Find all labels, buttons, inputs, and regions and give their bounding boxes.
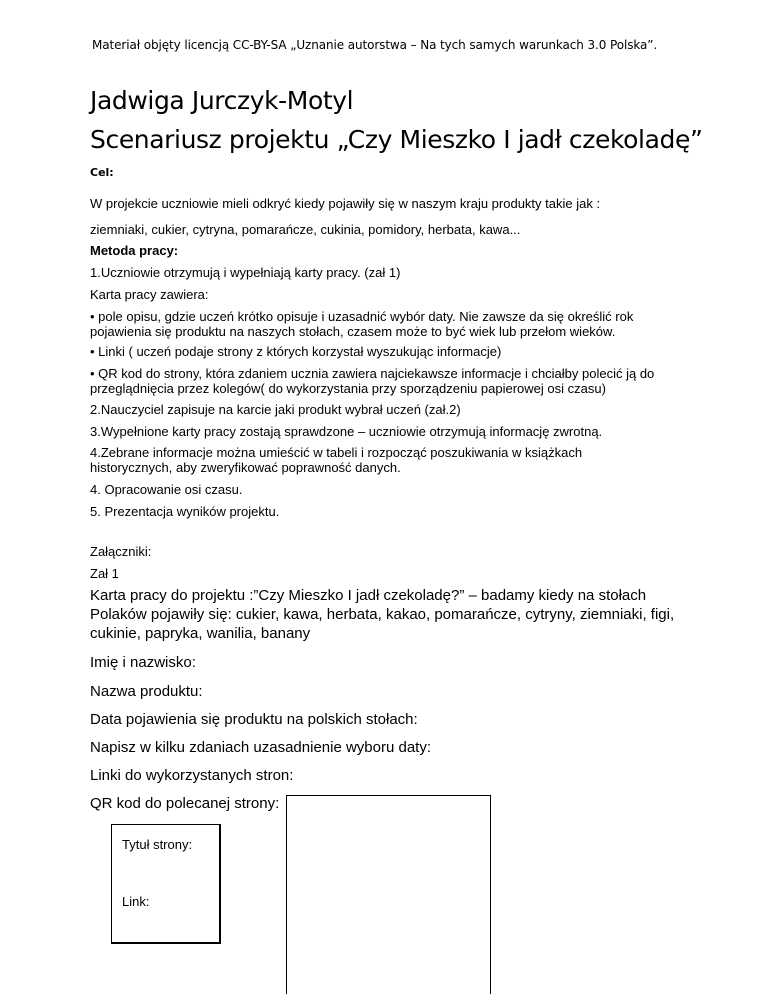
method-heading: Metoda pracy: (90, 243, 179, 258)
document-title: Scenariusz projektu „Czy Mieszko I jadł czekoladę” (90, 125, 703, 154)
worksheet-title: Karta pracy do projektu :”Czy Mieszko I jadł czekoladę?” – badamy kiedy na stołach Polaków pojawiły się: cukier, kawa, herbata, kakao, pomarańcze, cytryny, ziemniaki, figi, cukinie, papryka, wanilia, banany (90, 587, 675, 642)
method-step-4a: 4.Zebrane informacje można umieścić w tabeli i rozpocząć poszukiwania w książkach historycznych, aby zweryfikować poprawność danych. (90, 445, 583, 475)
field-product-label: Nazwa produktu: (90, 683, 203, 700)
attachment-1-label: Zał 1 (90, 566, 119, 581)
bullet-description-field: • pole opisu, gdzie uczeń krótko opisuje i uzasadnić wybór daty. Nie zawsze da się określić rok pojawienia się produktu na naszych stołach, czasem może to być wiek lub przełom wieków. (90, 309, 634, 339)
attachments-heading: Załączniki: (90, 544, 152, 559)
method-step-2: 2.Nauczyciel zapisuje na karcie jaki produkt wybrał uczeń (zał.2) (90, 402, 461, 417)
method-step-3: 3.Wypełnione karty pracy zostają sprawdzone – uczniowie otrzymują informację zwrotną. (90, 424, 603, 439)
goal-line-1: W projekcie uczniowie mieli odkryć kiedy pojawiły się w naszym kraju produkty takie jak : (90, 196, 601, 211)
page-title-label: Tytuł strony: (122, 837, 193, 852)
bullet-links: • Linki ( uczeń podaje strony z których korzystał wyszukując informacje) (90, 344, 502, 359)
license-header: Materiał objęty licencją CC-BY-SA „Uznanie autorstwa – Na tych samych warunkach 3.0 Polska”. (92, 38, 658, 52)
author-name: Jadwiga Jurczyk-Motyl (90, 86, 354, 115)
field-reason-label: Napisz w kilku zdaniach uzasadnienie wyboru daty: (90, 739, 432, 756)
page-info-box (111, 824, 221, 944)
method-step-5: 5. Prezentacja wyników projektu. (90, 504, 280, 519)
page-link-label: Link: (122, 894, 150, 909)
qr-code-box (286, 795, 491, 994)
field-name-label: Imię i nazwisko: (90, 654, 196, 671)
field-date-label: Data pojawienia się produktu na polskich stołach: (90, 711, 418, 728)
method-step-1: 1.Uczniowie otrzymują i wypełniają karty pracy. (zał 1) (90, 265, 401, 280)
card-contains-label: Karta pracy zawiera: (90, 287, 209, 302)
field-links-label: Linki do wykorzystanych stron: (90, 767, 294, 784)
field-qr-label: QR kod do polecanej strony: (90, 795, 280, 812)
bullet-qr-code: • QR kod do strony, która zdaniem ucznia zawiera najciekawsze informacje i chciałby polecić ją do przeglądnięcia przez kolegów( do wykorzystania przy sporządzeniu papierowej osi czasu) (90, 366, 655, 396)
goal-line-2: ziemniaki, cukier, cytryna, pomarańcze, cukinia, pomidory, herbata, kawa... (90, 222, 521, 237)
method-step-4b: 4. Opracowanie osi czasu. (90, 482, 243, 497)
goal-heading: Cel: (90, 166, 114, 179)
